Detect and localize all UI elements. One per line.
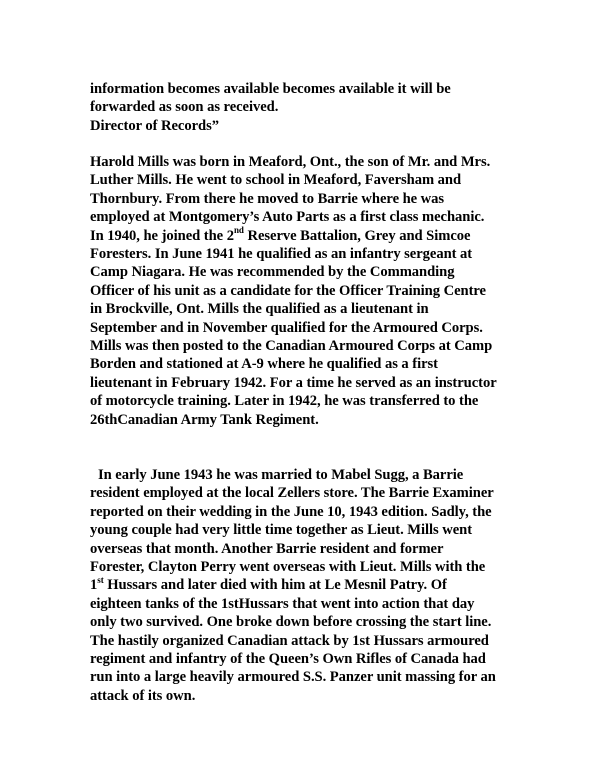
text-line: regiment and infantry of the Queen’s Own Rifles of Canada had <box>90 651 486 668</box>
text-line: forwarded as soon as received. <box>90 99 279 116</box>
text-line: Luther Mills. He went to school in Meaford, Faversham and <box>90 172 462 189</box>
text-line: Thornbury. From there he moved to Barrie where he was <box>90 190 445 207</box>
text-line: in Brockville, Ont. Mills the qualified as a lieutenant in <box>90 301 429 318</box>
marriage-paragraph <box>90 466 560 705</box>
text-line <box>90 224 560 245</box>
biography-paragraph <box>90 153 560 429</box>
text-line: reported on their wedding in the June 10, 1943 edition. Sadly, the <box>90 503 492 520</box>
text-line: overseas that month. Another Barrie resident and former <box>90 540 444 557</box>
text-line: information becomes available becomes available it will be <box>90 81 451 97</box>
text-line: young couple had very little time together as Lieut. Mills went <box>90 522 473 539</box>
text-fragment: In 1940, he joined the 2 <box>90 227 234 244</box>
text-line: only two survived. One broke down before crossing the start line. <box>90 614 492 631</box>
text-line: employed at Montgomery’s Auto Parts as a first class mechanic. <box>90 209 485 226</box>
text-line: of motorcycle training. Later in 1942, he was transferred to the <box>90 393 479 410</box>
text-line: Mills was then posted to the Canadian Armoured Corps at Camp <box>90 338 493 355</box>
letter-closing-paragraph <box>90 80 560 135</box>
text-line <box>90 466 560 484</box>
text-fragment: Hussars and later died with him at Le Mesnil Patry. Of <box>103 577 447 594</box>
superscript: nd <box>233 224 244 235</box>
text-line: The hastily organized Canadian attack by 1st Hussars armoured <box>90 632 489 649</box>
text-line: run into a large heavily armoured S.S. Panzer unit massing for an <box>90 669 496 686</box>
superscript: st <box>97 574 104 585</box>
text-line: resident employed at the local Zellers store. The Barrie Examiner <box>90 485 494 502</box>
text-line: Borden and stationed at A-9 where he qualified as a first <box>90 356 438 373</box>
text-line: lieutenant in February 1942. For a time he served as an instructor <box>90 374 497 391</box>
signature-line: Director of Records” <box>90 117 219 134</box>
text-fragment: Reserve Battalion, Grey and Simcoe <box>243 227 471 244</box>
text-line: eighteen tanks of the 1stHussars that went into action that day <box>90 595 475 612</box>
text-line: Camp Niagara. He was recommended by the Commanding <box>90 264 455 281</box>
text-fragment: In early June 1943 he was married to Mabel Sugg, a Barrie <box>98 467 464 483</box>
text-line: Harold Mills was born in Meaford, Ont., the son of Mr. and Mrs. <box>90 154 491 170</box>
text-line <box>90 576 560 594</box>
text-line: Foresters. In June 1941 he qualified as an infantry sergeant at <box>90 246 473 263</box>
text-fragment: 1 <box>90 577 98 594</box>
text-line: attack of its own. <box>90 687 196 704</box>
text-line: Officer of his unit as a candidate for the Officer Training Centre <box>90 282 486 299</box>
text-line: September and in November qualified for the Armoured Corps. <box>90 319 483 336</box>
text-line: Forester, Clayton Perry went overseas with Lieut. Mills with the <box>90 559 486 576</box>
text-line: 26thCanadian Army Tank Regiment. <box>90 411 319 428</box>
